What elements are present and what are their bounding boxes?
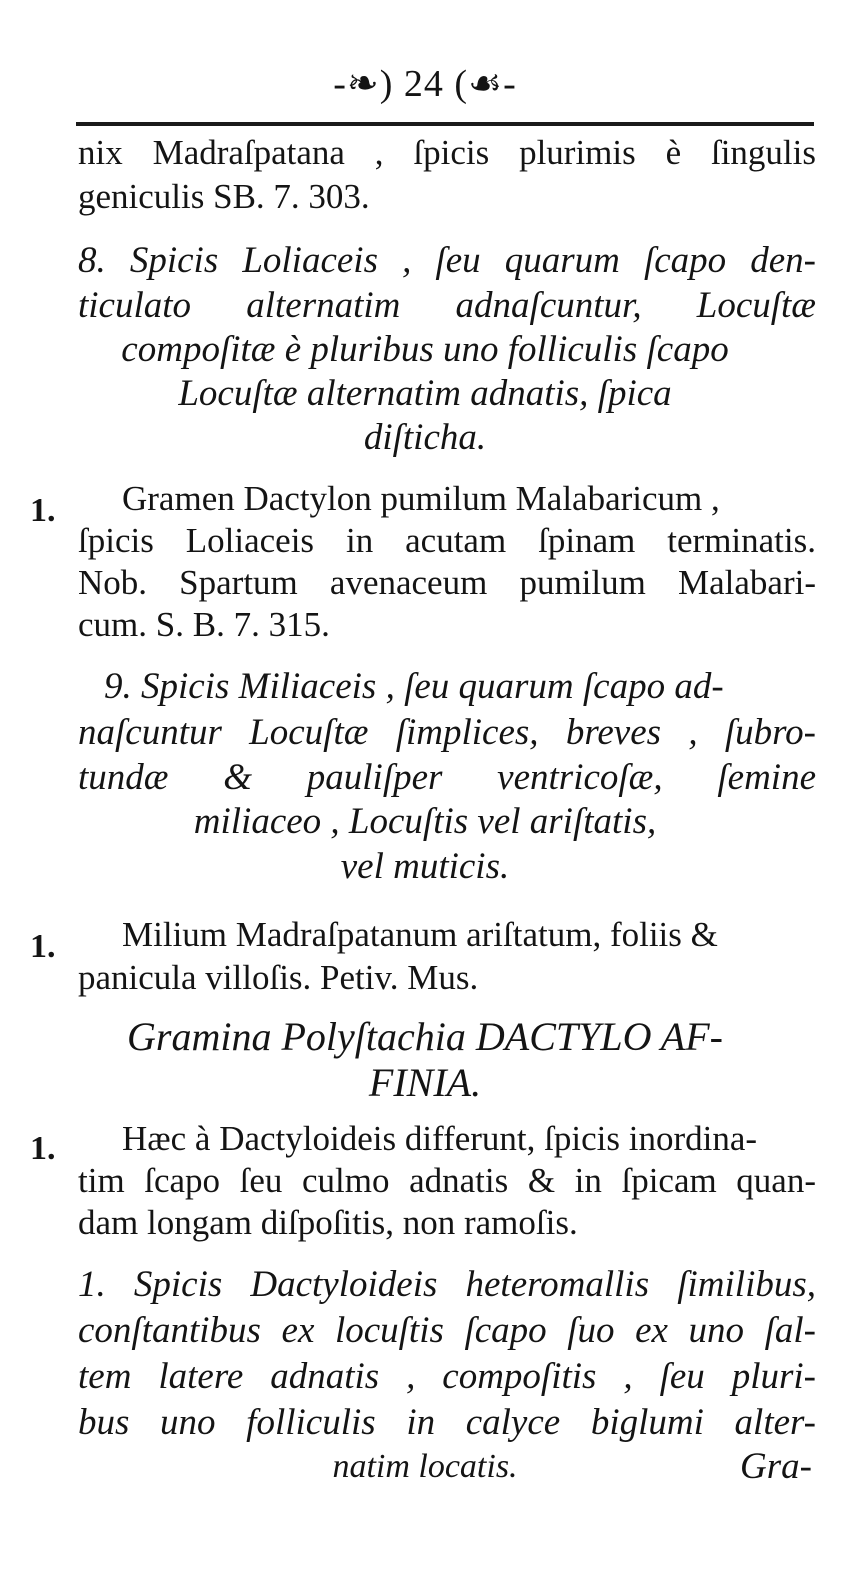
section-8-heading-line: diſticha.: [363, 417, 487, 458]
item-marker: 1.: [30, 1130, 56, 1167]
chapter-heading-line: FINIA.: [368, 1060, 482, 1105]
item-line: Nob. Spartum avenaceum pumilum Malabari-: [78, 563, 816, 602]
section-8-heading-line: 8. Spicis Loliaceis , ſeu quarum ſcapo den-: [78, 240, 816, 281]
item-line: panicula villoſis. Petiv. Mus.: [78, 958, 479, 997]
item-line: Gramen Dactylon pumilum Malabaricum ,: [122, 479, 720, 518]
section-1-heading-line: 1. Spicis Dactyloideis heteromallis ſimilibus,: [78, 1264, 816, 1305]
section-1-heading-line: bus uno folliculis in calyce biglumi alter-: [78, 1402, 816, 1443]
section-9-heading-line: vel muticis.: [340, 846, 510, 887]
intro-line: dam longam diſpoſitis, non ramoſis.: [78, 1203, 578, 1242]
item-marker: 1.: [30, 492, 56, 529]
item-line: Milium Madraſpatanum ariſtatum, foliis &: [122, 915, 718, 954]
section-1-heading-line: natim locatis.: [332, 1448, 518, 1485]
section-1-heading-line: tem latere adnatis , compoſitis , ſeu pluri-: [78, 1356, 816, 1397]
catchword: Gra-: [740, 1446, 812, 1487]
item-line: ſpicis Loliaceis in acutam ſpinam terminatis.: [78, 521, 816, 560]
text-line: geniculis SB. 7. 303.: [78, 177, 370, 216]
intro-line: Hæc à Dactyloideis differunt, ſpicis inordina-: [122, 1119, 758, 1158]
section-9-heading-line: 9. Spicis Miliaceis , ſeu quarum ſcapo ad-: [104, 666, 724, 707]
header-rule: [76, 122, 814, 126]
section-9-heading-line: miliaceo , Locuſtis vel ariſtatis,: [193, 801, 657, 842]
running-head: -❧) 24 (☙-: [333, 63, 517, 105]
section-1-heading-line: conſtantibus ex locuſtis ſcapo ſuo ex uno ſal-: [78, 1310, 816, 1351]
section-9-heading-line: tundæ & pauliſper ventricoſæ, ſemine: [78, 757, 816, 798]
section-8-heading-line: Locuſtæ alternatim adnatis, ſpica: [178, 373, 672, 414]
section-8-heading-line: ticulato alternatim adnaſcuntur, Locuſtæ: [78, 285, 816, 326]
section-8-heading-line: compoſitæ è pluribus uno folliculis ſcapo: [121, 329, 729, 370]
text-line: nix Madraſpatana , ſpicis plurimis è ſingulis: [78, 133, 816, 172]
item-line: cum. S. B. 7. 315.: [78, 605, 330, 644]
section-9-heading-line: naſcuntur Locuſtæ ſimplices, breves , ſubro-: [78, 712, 816, 753]
item-marker: 1.: [30, 928, 56, 965]
chapter-heading-line: Gramina Polyſtachia DACTYLO AF-: [127, 1014, 723, 1059]
intro-line: tim ſcapo ſeu culmo adnatis & in ſpicam quan-: [78, 1161, 816, 1200]
